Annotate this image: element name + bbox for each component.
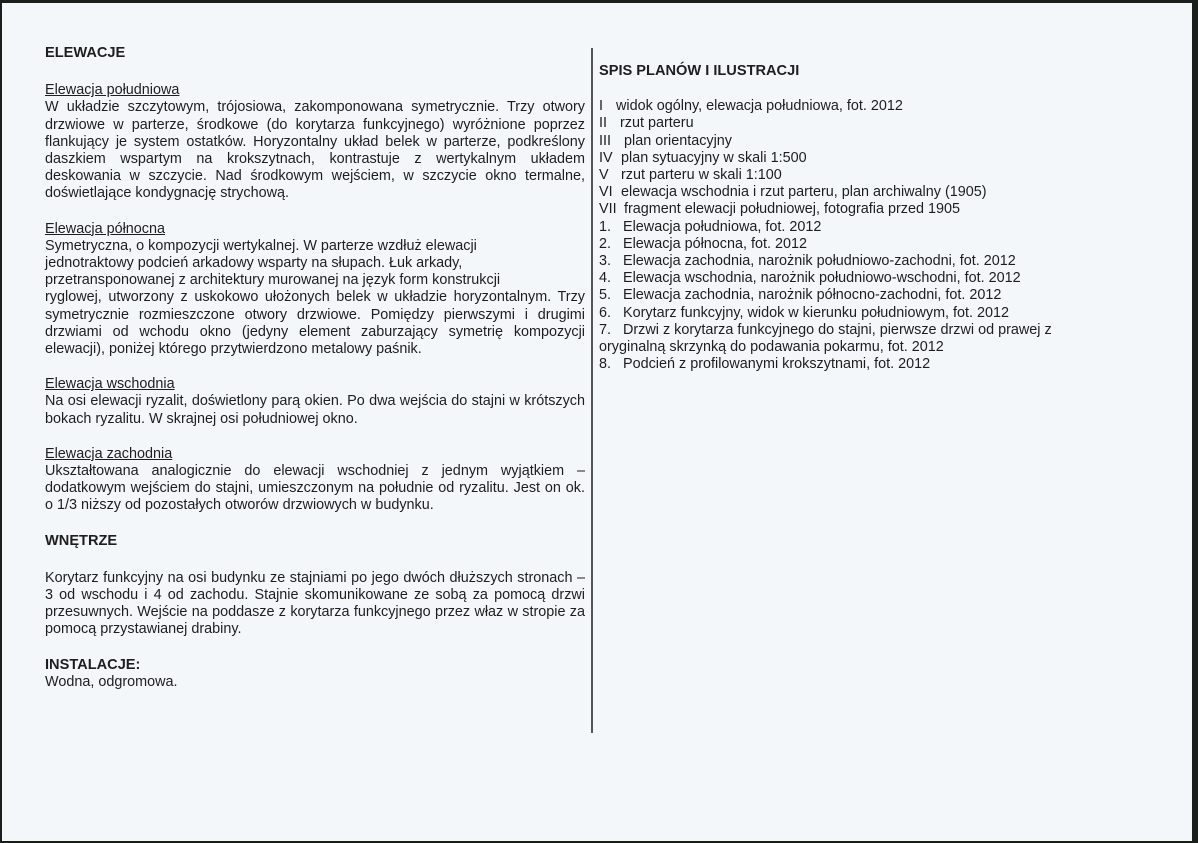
plan-item: IV plan sytuacyjny w skali 1:500 [599, 149, 807, 166]
subheading-north-elevation: Elewacja północna [45, 220, 166, 237]
plans-list-column [599, 63, 1099, 373]
illustration-item: 7. Drzwi z korytarza funkcyjnego do stajni, pierwsze drzwi od prawej z [599, 321, 1052, 338]
north-elevation-text: ryglowej, utworzony z uskokowo ułożonych belek w układzie horyzontalnym. Trzy symetrycznie rozmieszczone otwory drzwiowe. Pomiędzy pierwszymi i drugimi drzwiami od wchodu okno (jedyny element zaburzający symetrię kompozycji elewacji), poniżej którego przytwierdzono metalowy paśnik. [45, 289, 585, 358]
east-elevation-text: Na osi elewacji ryzalit, doświetlony parą okien. Po dwa wejścia do stajni w krótszych bokach ryzalitu. W skrajnej osi południowej okno. [45, 393, 585, 427]
illustration-item: 1. Elewacja południowa, fot. 2012 [599, 218, 822, 235]
plan-item: III plan orientacyjny [599, 132, 732, 149]
illustration-item: 8. Podcień z profilowanymi krokszytnami, fot. 2012 [599, 356, 931, 373]
document-page [2, 3, 1192, 841]
column-divider [591, 48, 593, 733]
illustration-item: 3. Elewacja zachodnia, narożnik południowo-zachodni, fot. 2012 [599, 253, 1016, 270]
subheading-west-elevation: Elewacja zachodnia [45, 445, 173, 462]
heading-elewacje: ELEWACJE [45, 45, 126, 61]
interior-text: Korytarz funkcyjny na osi budynku ze stajniami po jego dwóch dłuższych stronach – 3 od wschodu i 4 od zachodu. Stajnie skomunikowane ze sobą za pomocą drzwi przesuwnych. Wejście na poddasze z korytarza funkcyjnego przez właz w stropie za pomocą przystawianej drabiny. [45, 569, 585, 638]
illustration-item-continuation: oryginalną skrzynką do podawania pokarmu, fot. 2012 [599, 339, 944, 356]
south-elevation-text: W układzie szczytowym, trójosiowa, zakomponowana symetrycznie. Trzy otwory drzwiowe w parterze, środkowe (do korytarza funkcyjnego) wyróżnione poprzez flankujący je system ostatków. Horyzontalny układ belek w parterze, podkreślony daszkiem wspartym na krokszytnach, kontrastuje z wertykalnym układem deskowania w szczycie. Nad środkowym wejściem, w szczycie okno termalne, doświetlające kondygnację strychową. [45, 99, 585, 202]
heading-wnetrze: WNĘTRZE [45, 532, 118, 549]
plan-item: VII fragment elewacji południowej, fotografia przed 1905 [599, 201, 960, 218]
illustration-item: 5. Elewacja zachodnia, narożnik północno-zachodni, fot. 2012 [599, 287, 1002, 304]
illustration-item: 6. Korytarz funkcyjny, widok w kierunku południowym, fot. 2012 [599, 304, 1010, 321]
subheading-south-elevation: Elewacja południowa [45, 82, 180, 99]
subheading-east-elevation: Elewacja wschodnia [45, 376, 175, 393]
plans-list [599, 98, 1099, 218]
installations-text: Wodna, odgromowa. [45, 673, 178, 690]
plan-item: VI elewacja wschodnia i rzut parteru, plan archiwalny (1905) [599, 184, 987, 201]
plan-item: V rzut parteru w skali 1:100 [599, 167, 782, 184]
heading-plans-list: SPIS PLANÓW I ILUSTRACJI [599, 63, 800, 79]
illustrations-list [599, 219, 1099, 374]
north-elevation-line-3: przetransponowanej z architektury murowanej na język form konstrukcji [45, 272, 501, 289]
north-elevation-line-1: Symetryczna, o kompozycji wertykalnej. W parterze wzdłuż elewacji [45, 237, 477, 254]
heading-instalacje: INSTALACJE: [45, 656, 141, 673]
illustration-item: 4. Elewacja wschodnia, narożnik południowo-wschodni, fot. 2012 [599, 270, 1021, 287]
illustration-item: 2. Elewacja północna, fot. 2012 [599, 235, 808, 252]
plan-item: I widok ogólny, elewacja południowa, fot. 2012 [599, 98, 903, 115]
description-column [45, 45, 585, 691]
north-elevation-line-2: jednotraktowy podcień arkadowy wsparty na słupach. Łuk arkady, [45, 255, 463, 272]
plan-item: II rzut parteru [599, 115, 694, 132]
west-elevation-text: Ukształtowana analogicznie do elewacji wschodniej z jednym wyjątkiem – dodatkowym wejściem do stajni, umieszczonym na południe od ryzalitu. Jest on ok. o 1/3 niższy od pozostałych otworów drzwiowych w budynku. [45, 463, 585, 514]
